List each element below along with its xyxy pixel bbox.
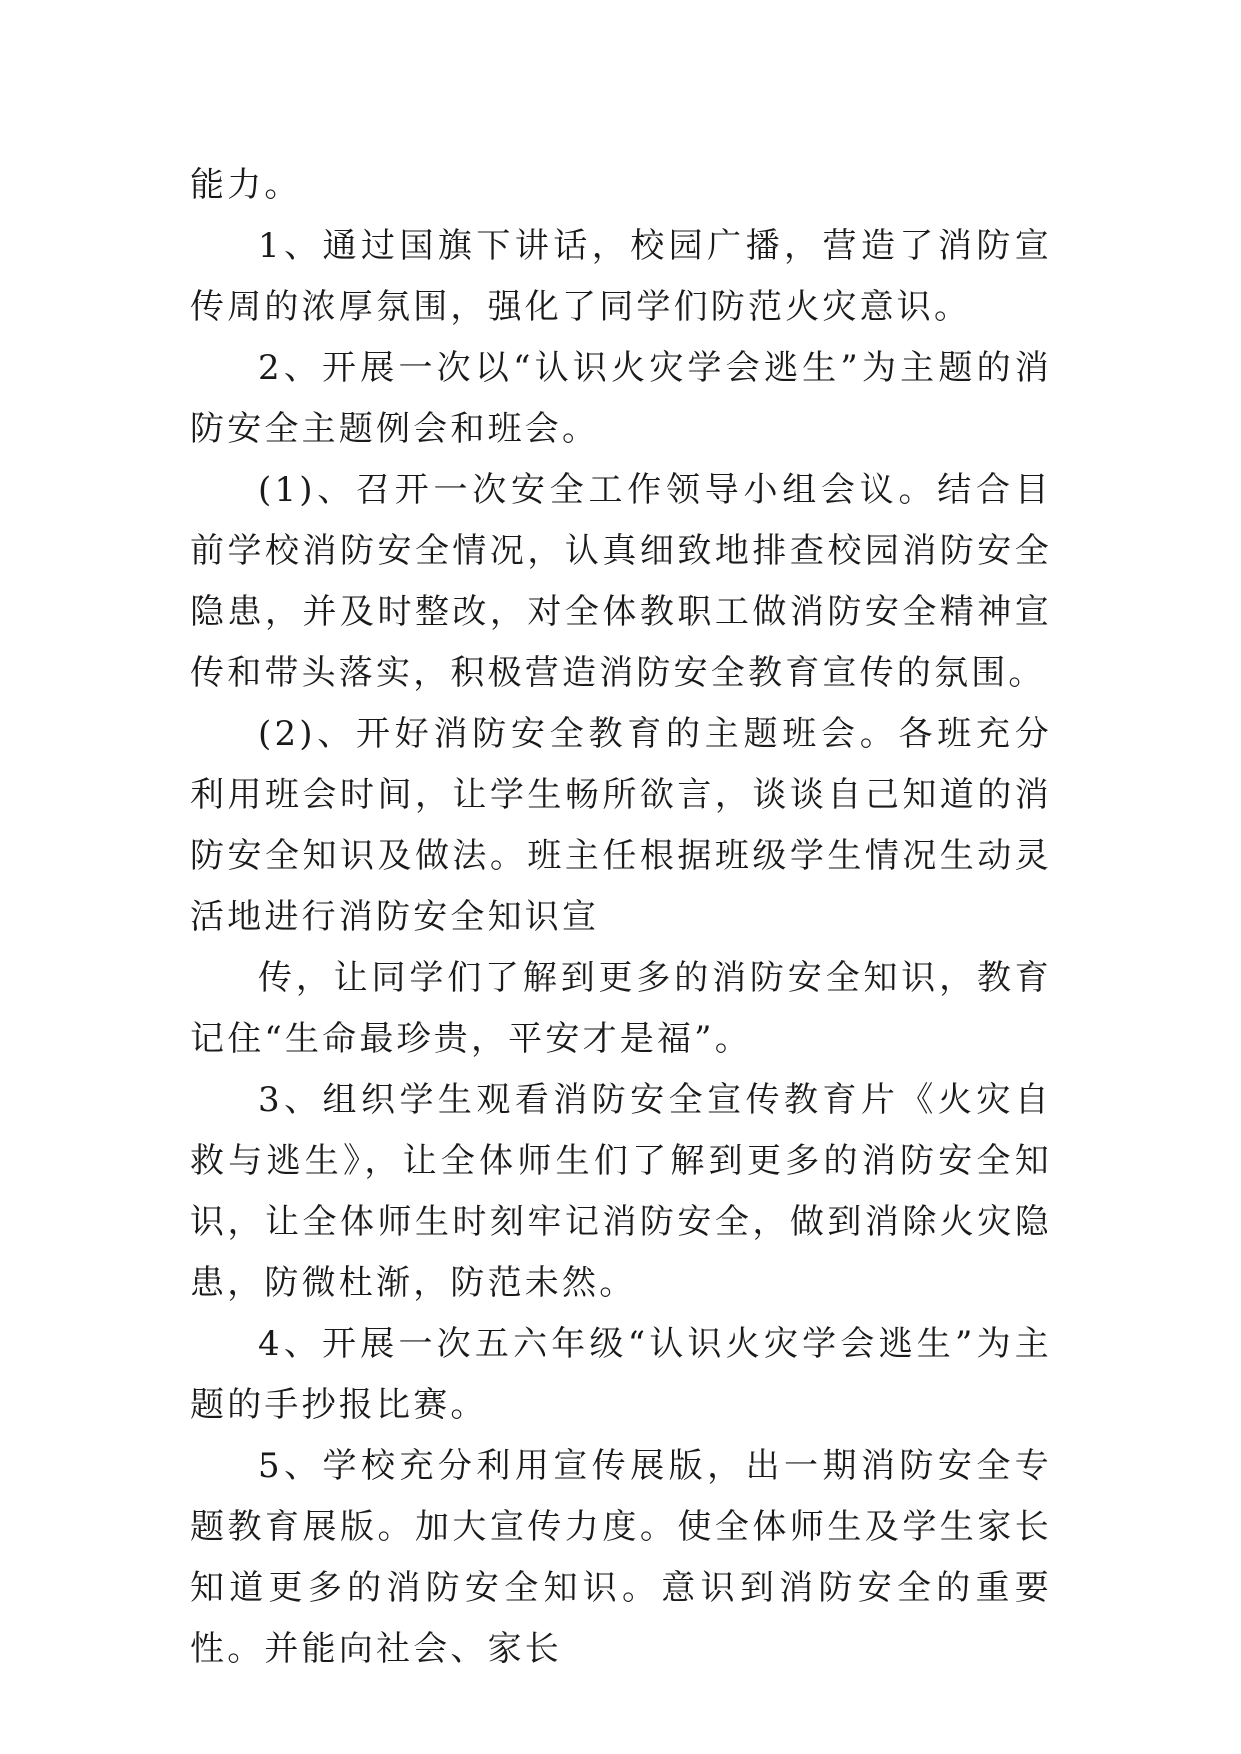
paragraph-item-3: 3、组织学生观看消防安全宣传教育片《火灾自救与逃生》，让全体师生们了解到更多的消防安全知识，让全体师生时刻牢记消防安全，做到消除火灾隐患，防微杜渐，防范未然。 bbox=[190, 1080, 1052, 1303]
paragraph-item-5: 5、学校充分利用宣传展版，出一期消防安全专题教育展版。加大宣传力度。使全体师生及学生家长知道更多的消防安全知识。意识到消防安全的重要性。并能向社会、家长 bbox=[190, 1446, 1052, 1669]
paragraph-item-1: 1、通过国旗下讲话，校园广播，营造了消防宣传周的浓厚氛围，强化了同学们防范火灾意识。 bbox=[190, 226, 1052, 327]
document-body bbox=[190, 155, 1052, 1680]
paragraph-item-2: 2、开展一次以“认识火灾学会逃生”为主题的消防安全主题例会和班会。 bbox=[190, 348, 1052, 449]
paragraph-continuation: 能力。 bbox=[190, 165, 302, 205]
paragraph-item-4: 4、开展一次五六年级“认识火灾学会逃生”为主题的手抄报比赛。 bbox=[190, 1324, 1052, 1425]
paragraph-item-2-sub-2-continued: 传，让同学们了解到更多的消防安全知识，教育记住“生命最珍贵，平安才是福”。 bbox=[190, 958, 1052, 1059]
paragraph-item-2-sub-1: (1)、召开一次安全工作领导小组会议。结合目前学校消防安全情况，认真细致地排查校园消防安全隐患，并及时整改，对全体教职工做消防安全精神宣传和带头落实，积极营造消防安全教育宣传的氛围。 bbox=[190, 470, 1052, 693]
paragraph-item-2-sub-2: (2)、开好消防安全教育的主题班会。各班充分利用班会时间，让学生畅所欲言，谈谈自己知道的消防安全知识及做法。班主任根据班级学生情况生动灵活地进行消防安全知识宣 bbox=[190, 714, 1052, 937]
